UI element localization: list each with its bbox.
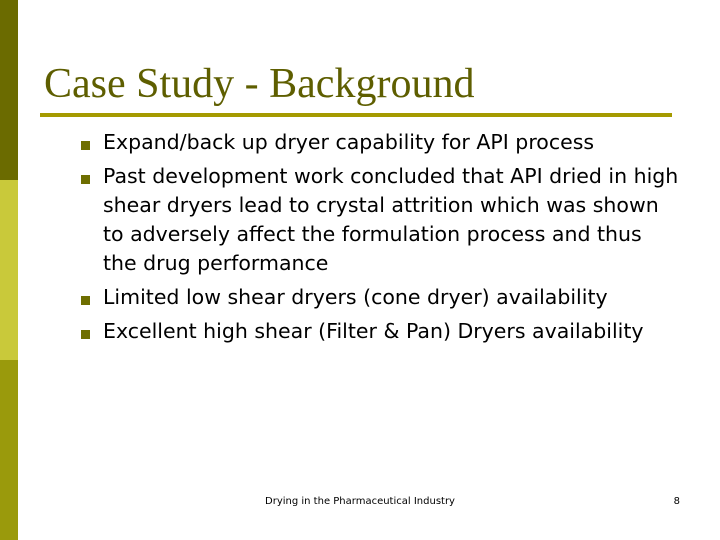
accent-bar-segment-bottom [0, 360, 18, 540]
bullet-text: Excellent high shear (Filter & Pan) Dryers availability [103, 319, 644, 343]
accent-bar-segment-middle [0, 180, 18, 360]
bullet-item [80, 128, 680, 157]
slide-footer: Drying in the Pharmaceutical Industry [265, 496, 455, 507]
bullet-list [80, 128, 680, 346]
title-underline [40, 113, 672, 117]
bullet-item [80, 283, 680, 312]
slide-title: Case Study - Background [44, 61, 475, 107]
square-bullet-icon [81, 141, 90, 150]
bullet-text: Past development work concluded that API dried in high shear dryers lead to crystal attrition which was shown to adversely affect the formulation process and thus the drug performance [103, 164, 679, 275]
square-bullet-icon [81, 330, 90, 339]
bullet-item [80, 317, 680, 346]
square-bullet-icon [81, 296, 90, 305]
bullet-text: Limited low shear dryers (cone dryer) availability [103, 285, 608, 309]
bullet-item [80, 162, 680, 278]
bullet-text: Expand/back up dryer capability for API process [103, 130, 595, 154]
accent-bar-segment-top [0, 0, 18, 180]
square-bullet-icon [81, 175, 90, 184]
page-number: 8 [673, 496, 680, 507]
left-accent-bar [0, 0, 18, 540]
